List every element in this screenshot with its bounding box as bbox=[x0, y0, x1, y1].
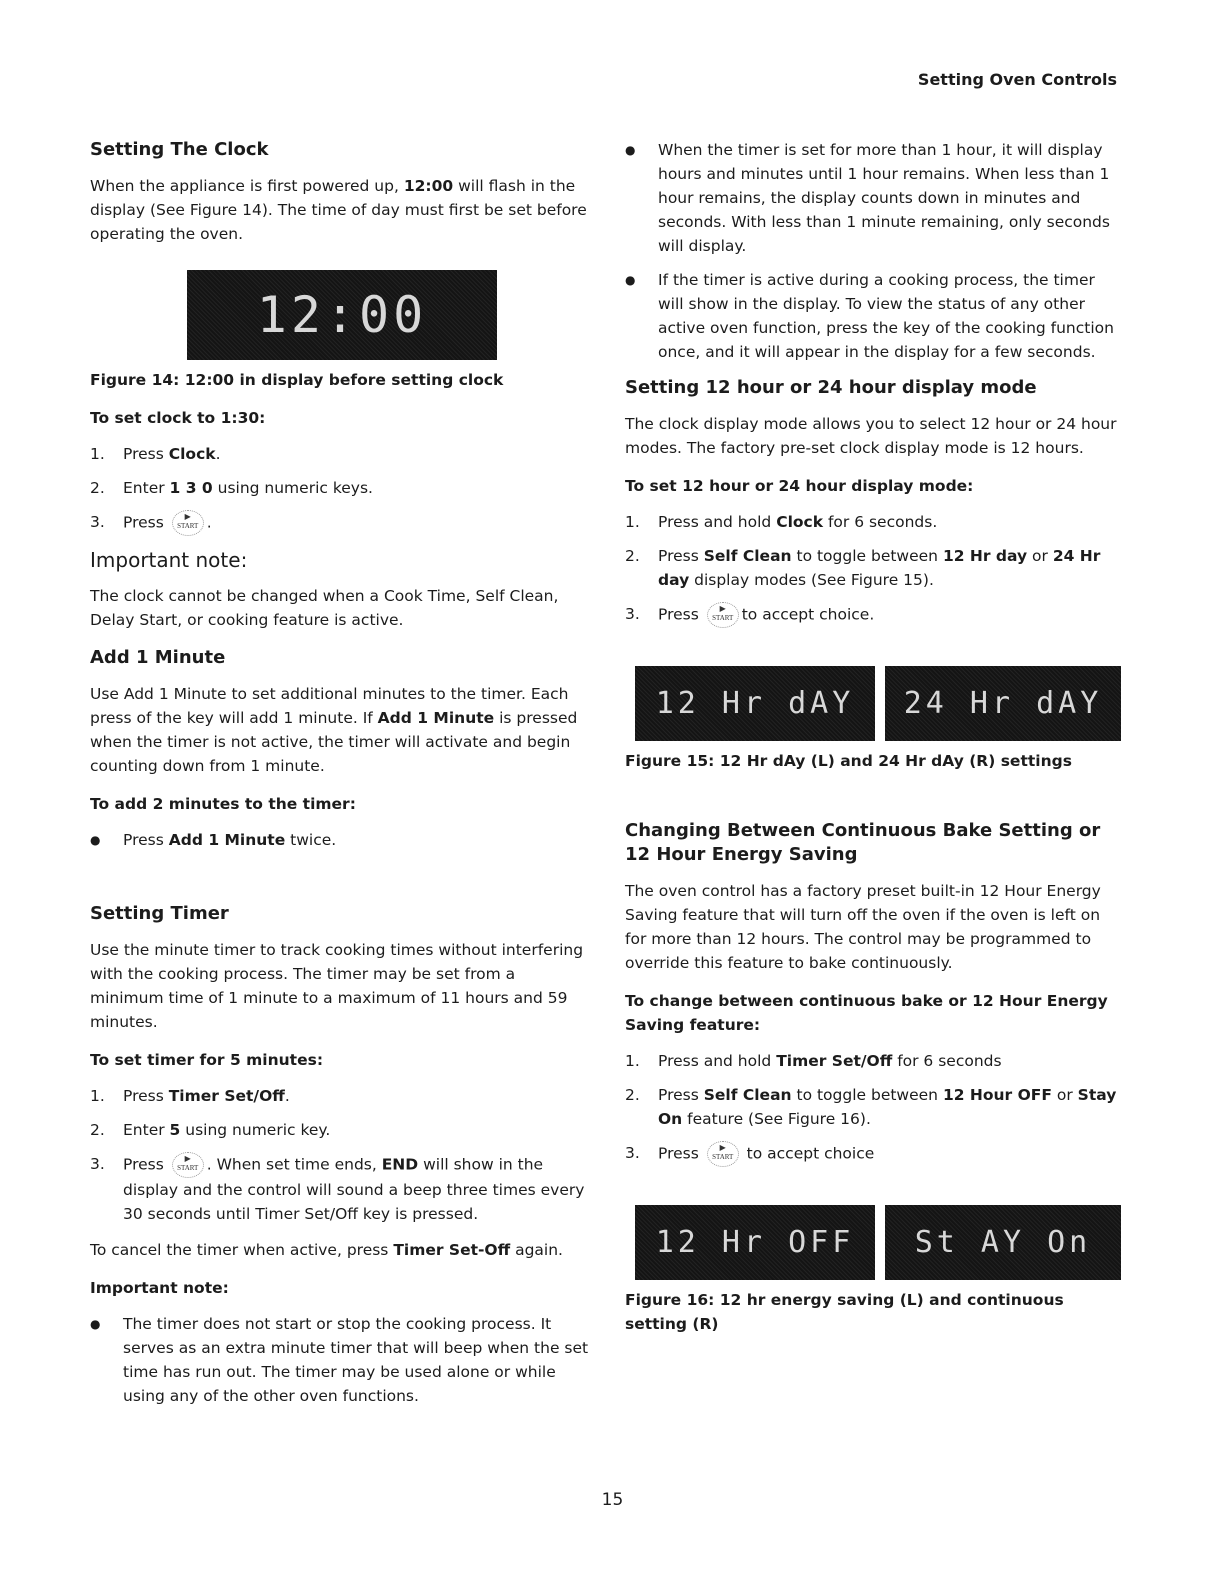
clock-intro: When the appliance is first powered up, 12:00 will flash in the display (See Figure 14). The time of day must first be set before operating the oven. bbox=[90, 177, 587, 243]
clock-steps bbox=[90, 442, 590, 536]
display-mode-sub: To set 12 hour or 24 hour display mode: bbox=[625, 477, 974, 495]
continuous-intro: The oven control has a factory preset built-in 12 Hour Energy Saving feature that will turn off the oven if the oven is left on for more than 12 hours. The control may be programmed to override this feature to bake continuously. bbox=[625, 882, 1101, 972]
start-key-icon: ▶ START bbox=[707, 1141, 739, 1167]
add-minute-intro: Use Add 1 Minute to set additional minutes to the timer. Each press of the key will add 1 minute. If Add 1 Minute is pressed when the timer is not active, the timer will activate and begin counting down from 1 minute. bbox=[90, 685, 578, 775]
timer-intro: Use the minute timer to track cooking times without interfering with the cooking process. The timer may be set from a minimum time of 1 minute to a maximum of 11 hours and 59 minutes. bbox=[90, 941, 584, 1031]
list-item: 2. Press Self Clean to toggle between 12 Hour OFF or Stay On feature (See Figure 16). bbox=[625, 1086, 1117, 1128]
list-item: ● When the timer is set for more than 1 hour, it will display hours and minutes until 1 hour remains. When less than 1 hour remains, the display counts down in minutes and seconds. With less than 1 minute remaining, only seconds will display. bbox=[625, 141, 1110, 255]
clock-display-figure: 12:00 bbox=[187, 270, 497, 360]
list-item: 2. Enter 5 using numeric key. bbox=[90, 1121, 331, 1139]
clock-note-heading: Important note: bbox=[90, 548, 248, 572]
display-12hr-off: 12 Hr OFF bbox=[635, 1205, 875, 1280]
list-item: 2. Enter 1 3 0 using numeric keys. bbox=[90, 479, 373, 497]
figure-15-caption: Figure 15: 12 Hr dAy (L) and 24 Hr dAy (R) settings bbox=[625, 752, 1072, 770]
clock-note: The clock cannot be changed when a Cook Time, Self Clean, Delay Start, or cooking feature is active. bbox=[90, 587, 559, 629]
display-24hr-day: 24 Hr dAY bbox=[885, 666, 1121, 741]
left-column bbox=[90, 138, 590, 1420]
figure-14-caption: Figure 14: 12:00 in display before setting clock bbox=[90, 371, 504, 389]
continuous-sub: To change between continuous bake or 12 Hour Energy Saving feature: bbox=[625, 992, 1108, 1034]
list-item: 3. Press ▶ START . When set time ends, END will show in the display and the control will sound a beep three times every 30 seconds until Timer Set/Off key is pressed. bbox=[90, 1154, 585, 1223]
add-minute-sub: To add 2 minutes to the timer: bbox=[90, 795, 356, 813]
add-minute-list bbox=[90, 828, 590, 852]
clock-set-label: To set clock to 1:30: bbox=[90, 409, 266, 427]
timer-note-list bbox=[90, 1312, 590, 1408]
right-column bbox=[625, 138, 1125, 1350]
timer-info-list bbox=[625, 138, 1125, 364]
list-item: 2. Press Self Clean to toggle between 12 Hr day or 24 Hr day display modes (See Figure 15). bbox=[625, 547, 1101, 589]
list-item: 3. Press ▶ START . bbox=[90, 510, 590, 536]
display-stay-on: St AY On bbox=[885, 1205, 1121, 1280]
display-mode-steps bbox=[625, 510, 1125, 628]
continuous-steps bbox=[625, 1049, 1125, 1167]
clock-heading: Setting The Clock bbox=[90, 139, 269, 160]
timer-note-heading: Important note: bbox=[90, 1279, 229, 1297]
page-number: 15 bbox=[601, 1490, 624, 1510]
continuous-heading: Changing Between Continuous Bake Setting or 12 Hour Energy Saving bbox=[625, 820, 1101, 865]
list-item: 1. Press and hold Clock for 6 seconds. bbox=[625, 513, 938, 531]
start-key-icon: ▶ START bbox=[172, 510, 204, 536]
list-item: 1. Press Timer Set/Off. bbox=[90, 1087, 290, 1105]
figure-16-caption: Figure 16: 12 hr energy saving (L) and continuous setting (R) bbox=[625, 1291, 1064, 1333]
list-item: 3. Press ▶ START to accept choice. bbox=[625, 602, 1125, 628]
display-mode-heading: Setting 12 hour or 24 hour display mode bbox=[625, 377, 1037, 398]
timer-heading: Setting Timer bbox=[90, 903, 229, 924]
list-item: 1. Press and hold Timer Set/Off for 6 seconds bbox=[625, 1052, 1002, 1070]
display-mode-intro: The clock display mode allows you to select 12 hour or 24 hour modes. The factory pre-set clock display mode is 12 hours. bbox=[625, 415, 1117, 457]
section-header: Setting Oven Controls bbox=[917, 70, 1117, 89]
figure-15 bbox=[635, 666, 1125, 741]
start-key-icon: ▶ START bbox=[707, 602, 739, 628]
list-item: ● If the timer is active during a cooking process, the timer will show in the display. To view the status of any other active oven function, press the key of the cooking function once, and it will appear in the display for a few seconds. bbox=[625, 271, 1114, 361]
timer-steps bbox=[90, 1084, 590, 1226]
list-item: ● Press Add 1 Minute twice. bbox=[90, 831, 337, 849]
timer-sub: To set timer for 5 minutes: bbox=[90, 1051, 324, 1069]
list-item: 1. Press Clock. bbox=[90, 445, 221, 463]
list-item: ● The timer does not start or stop the cooking process. It serves as an extra minute timer that will beep when the set time has run out. The timer may be used alone or while using any of the other oven functions. bbox=[90, 1315, 589, 1405]
timer-cancel: To cancel the timer when active, press Timer Set-Off again. bbox=[90, 1241, 563, 1259]
figure-16 bbox=[635, 1205, 1125, 1280]
add-minute-heading: Add 1 Minute bbox=[90, 647, 226, 668]
display-12hr-day: 12 Hr dAY bbox=[635, 666, 875, 741]
start-key-icon: ▶ START bbox=[172, 1152, 204, 1178]
list-item: 3. Press ▶ START to accept choice bbox=[625, 1141, 1125, 1167]
